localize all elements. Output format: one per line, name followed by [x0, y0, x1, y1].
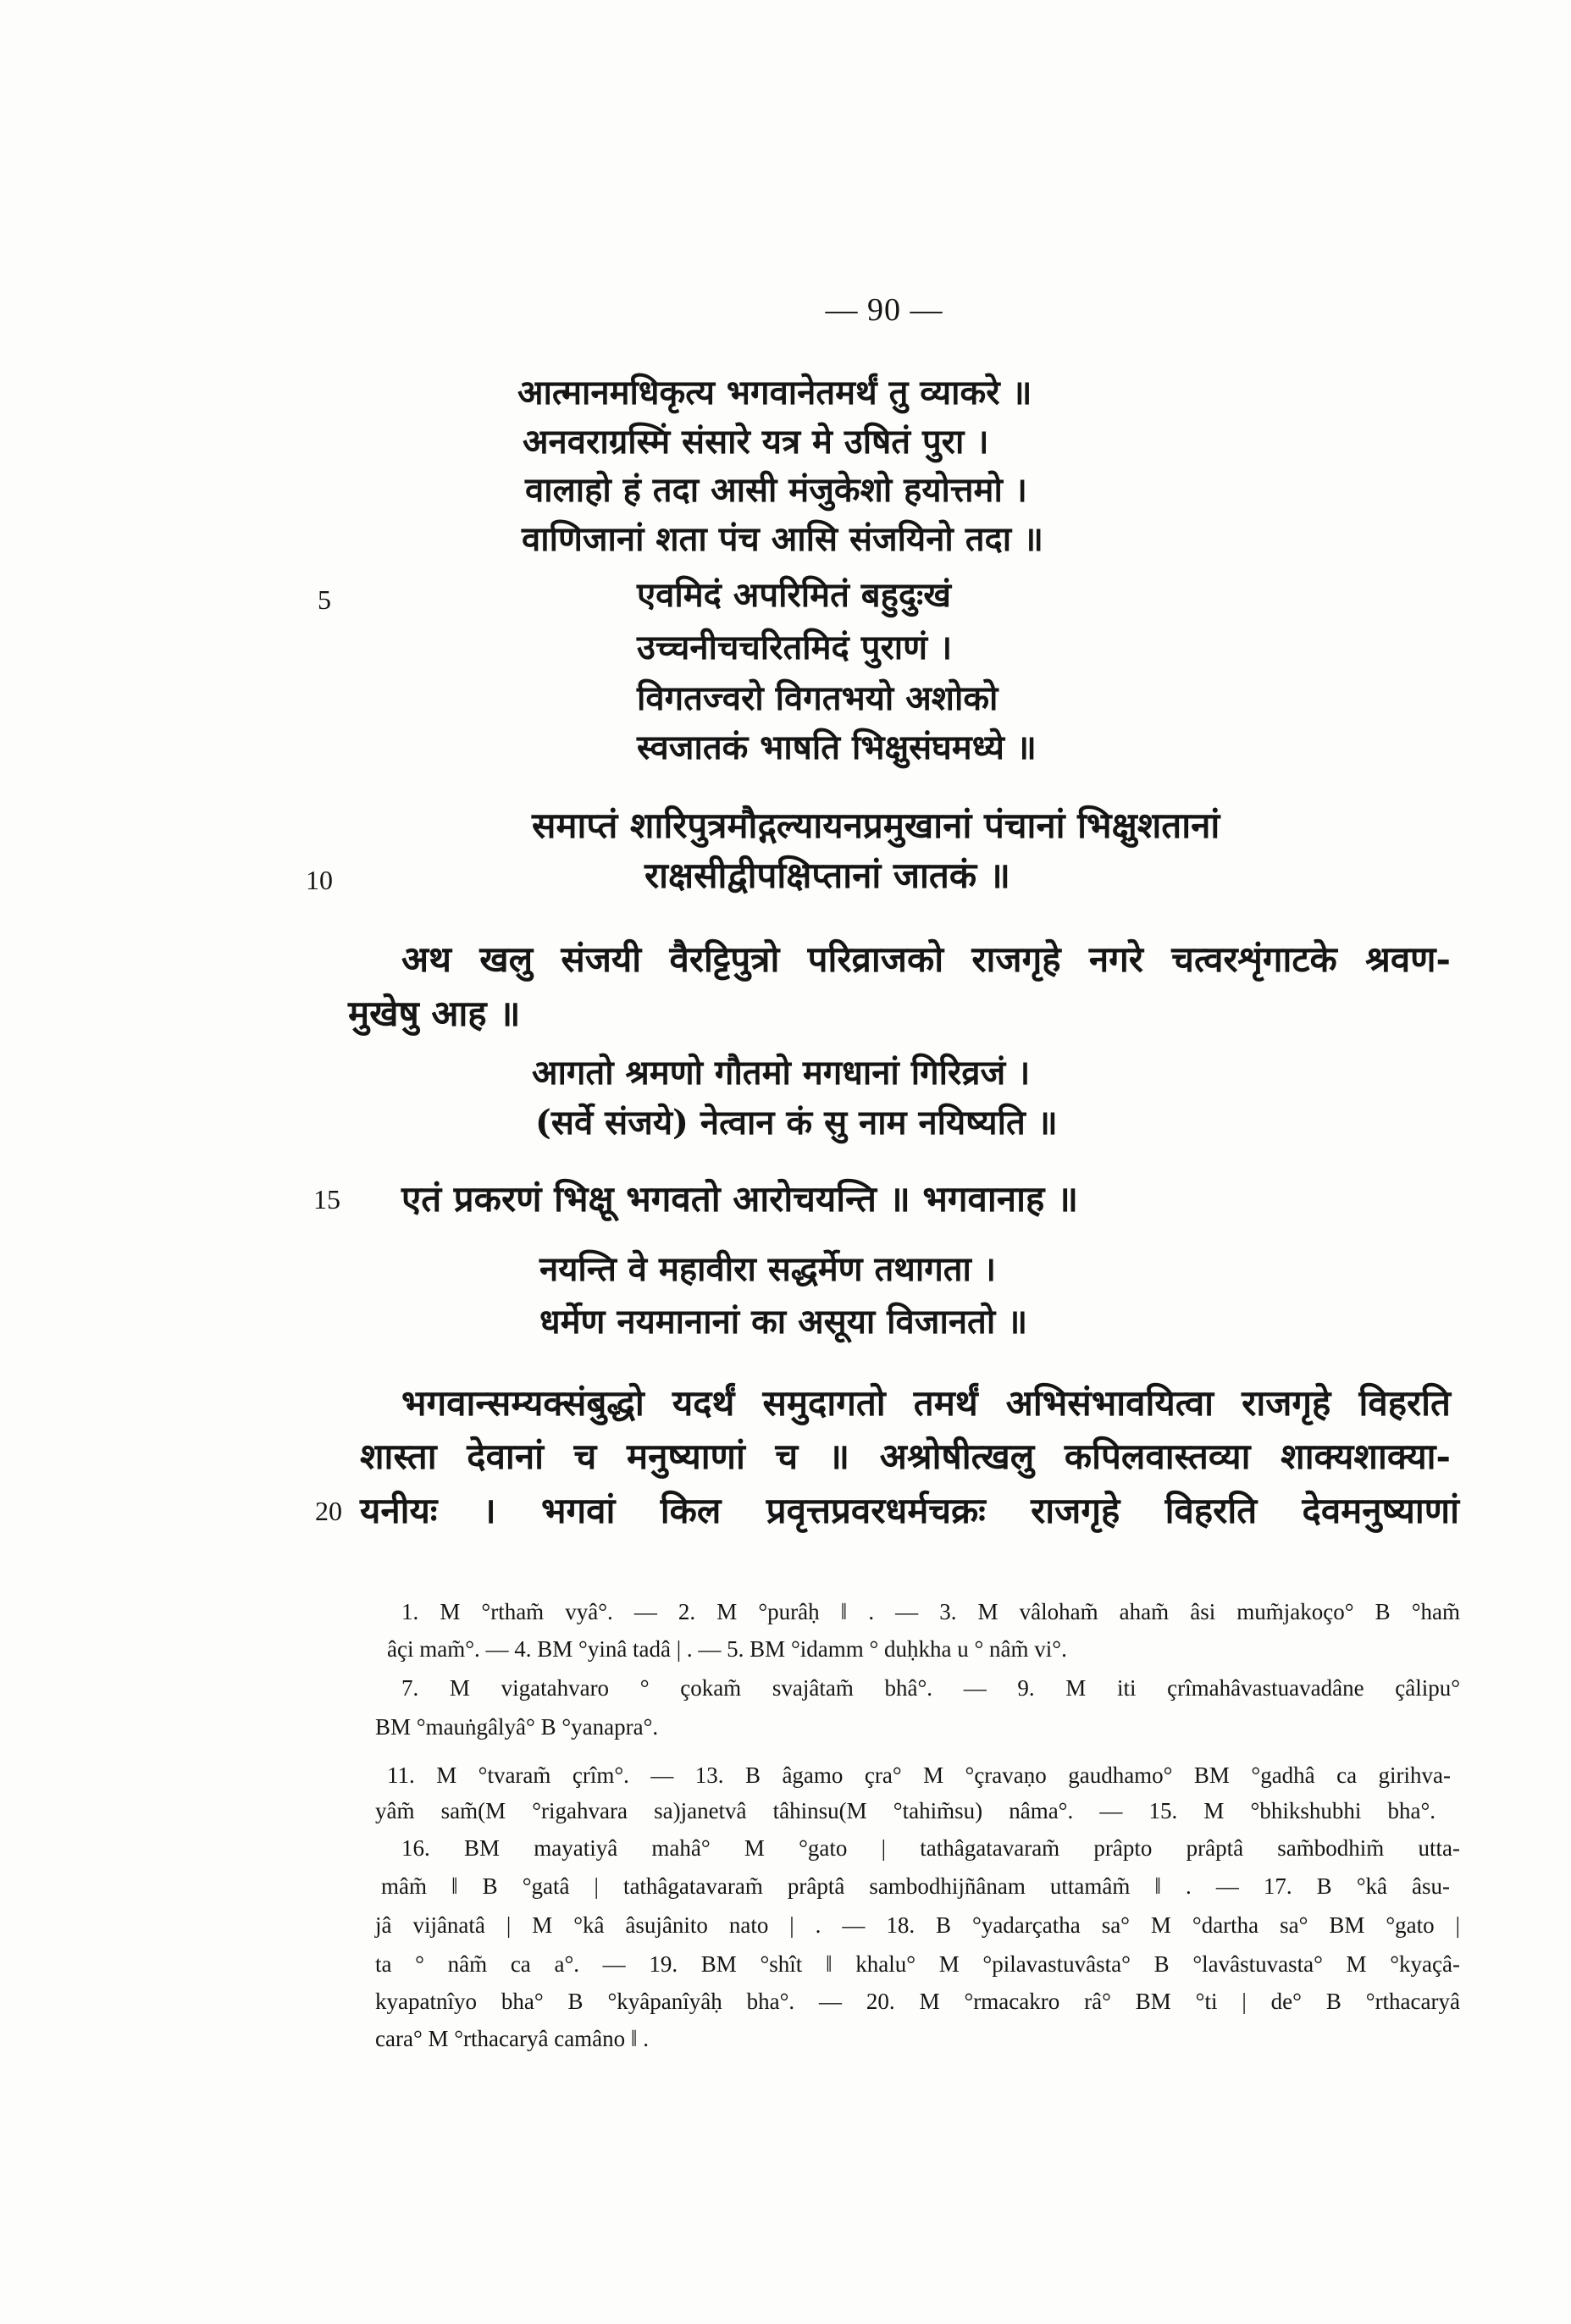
verse-line: आगतो श्रमणो गौतमो मगधानां गिरिव्रजं । [532, 1053, 1031, 1093]
footnote-line: 11. M °tvaram̃ çrîm°. — 13. B âgamo çra° M °çravaṇo gaudhamo° BM °gadhâ ca girihva- [387, 1762, 1451, 1788]
footnote-line: kyapatnîyo bha° B °kyâpanîyâḥ bha°. — 20. M °rmacakro râ° BM °ti | de° B °rthacaryâ [375, 1989, 1460, 2014]
page-number: — 90 — [825, 292, 943, 328]
verse-line: अनवराग्रस्मिं संसारे यत्र मे उषितं पुरा । [523, 422, 989, 462]
prose-line: यनीयः । भगवां किल प्रवृत्तप्रवरधर्मचक्रः राजगृहे विहरति देवमनुष्याणां [360, 1490, 1459, 1531]
verse-line: वाणिजानां शता पंच आसि संजयिनो तदा ॥ [522, 519, 1043, 559]
footnote-line: 7. M vigatahvaro ° çokam̃ svajâtam̃ bhâ°. — 9. M iti çrîmahâvastuavadâne çâlipu° [401, 1675, 1460, 1701]
line-number-10: 10 [306, 865, 333, 895]
verse-line: धर्मेण नयमानानां का असूया विजानतो ॥ [539, 1302, 1028, 1342]
footnote-line: jâ vijânatâ | M °kâ âsujânito nato | . — 18. B °yadarçatha sa° M °dartha sa° BM °gato | [375, 1912, 1460, 1938]
line-number-20: 20 [315, 1496, 342, 1526]
prose-line: अथ खलु संजयी वैरट्टिपुत्रो परिव्राजको राजगृहे नगरे चत्वरशृंगाटके श्रवण- [401, 938, 1451, 980]
verse-line: स्वजातकं भाषति भिक्षुसंघमध्ये ॥ [637, 728, 1037, 767]
prose-line: मुखेषु आह ॥ [348, 993, 521, 1034]
colophon-line: राक्षसीद्वीपक्षिप्तानां जातकं ॥ [644, 855, 1010, 896]
verse-line: विगतज्वरो विगतभयो अशोको [637, 678, 998, 718]
footnote-line: 1. M °rtham̃ vyâ°. — 2. M °purâḥ ‖ . — 3. M vâloham̃ aham̃ âsi mum̃jakoço° B °ham̃ [401, 1599, 1460, 1624]
footnote-line: ta ° nâm̃ ca a°. — 19. BM °shît ‖ khalu° M °pilavastuvâsta° B °lavâstuvasta° M °kyaçâ- [375, 1951, 1460, 1977]
verse-line: उच्चनीचचरितमिदं पुराणं । [637, 628, 953, 667]
prose-line: शास्ता देवानां च मनुष्याणां च ॥ अश्रोषीत्खलु कपिलवास्तव्या शाक्यशाक्या- [360, 1436, 1451, 1477]
footnote-line: mâm̃ ‖ B °gatâ | tathâgatavaram̃ prâptâ sambodhijñânam uttamâm̃ ‖ . — 17. B °kâ âsu- [381, 1873, 1450, 1899]
verse-line: एवमिदं अपरिमितं बहुदुःखं [637, 575, 951, 615]
footnote-line: cara° M °rthacaryâ camâno ‖ . [375, 2026, 649, 2051]
footnote-line: âçi mam̃°. — 4. BM °yinâ tadâ | . — 5. BM °idamm ° duḥkha u ° nâm̃ vi°. [387, 1636, 1067, 1662]
prose-line: एतं प्रकरणं भिक्षू भगवतो आरोचयन्ति ॥ भगवानाह ॥ [401, 1178, 1079, 1220]
line-number-5: 5 [318, 584, 331, 615]
verse-line: वालाहो हं तदा आसी मंजुकेशो हयोत्तमो । [525, 470, 1027, 510]
verse-line: आत्मानमधिकृत्य भगवानेतमर्थं तु व्याकरे ॥ [517, 373, 1032, 412]
prose-line: भगवान्सम्यक्संबुद्धो यदर्थं समुदागतो तमर्थं अभिसंभावयित्वा राजगृहे विहरति [401, 1382, 1451, 1424]
line-number-15: 15 [313, 1184, 340, 1215]
colophon-line: समाप्तं शारिपुत्रमौद्गल्यायनप्रमुखानां पंचानां भिक्षुशतानां [532, 805, 1220, 846]
verse-line: नयन्ति वे महावीरा सद्धर्मेण तथागता । [539, 1249, 996, 1289]
footnote-line: yâm̃ sam̃(M °rigahvara sa)janetvâ tâhinsu(M °tahim̃su) nâma°. — 15. M °bhikshubhi bha°. [375, 1798, 1435, 1823]
footnote-line: 16. BM mayatiyâ mahâ° M °gato | tathâgatavaram̃ prâpto prâptâ sam̃bodhim̃ utta- [401, 1835, 1460, 1861]
footnote-line: BM °mauṅgâlyâ° B °yanapra°. [375, 1714, 659, 1740]
verse-line: (सर्वे संजये) नेत्वान कं सु नाम नयिष्यति ॥ [535, 1103, 1058, 1143]
